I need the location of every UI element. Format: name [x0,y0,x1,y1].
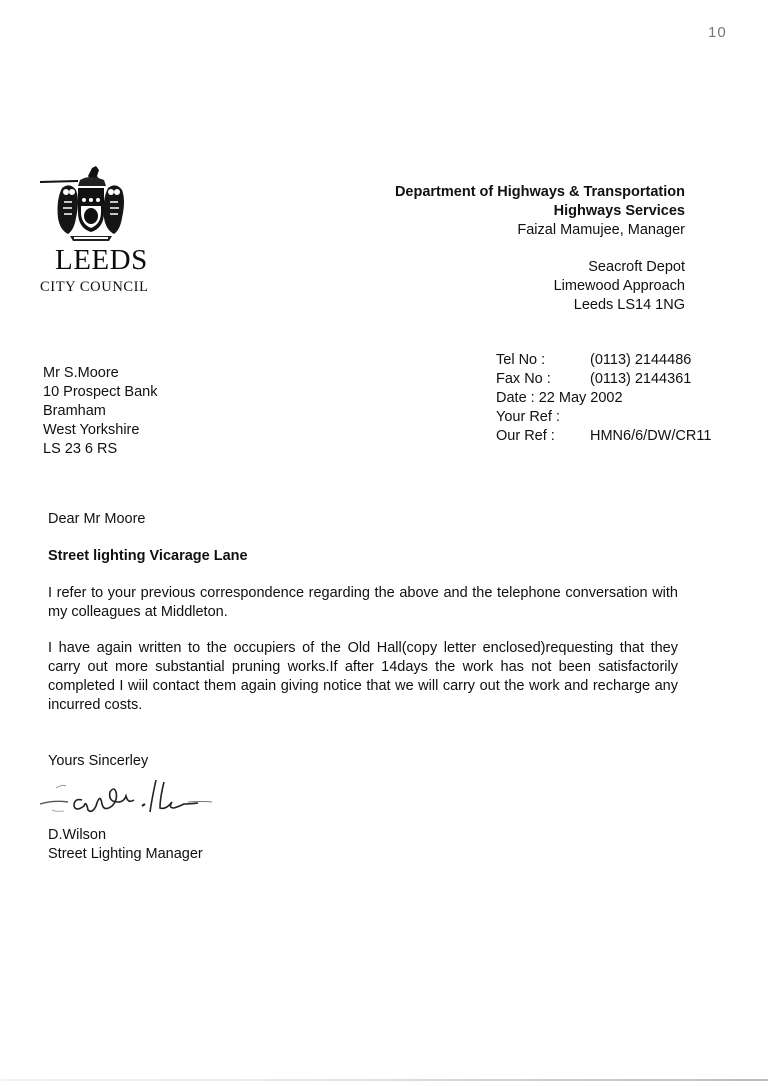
sender-address-line: Leeds LS14 1NG [573,297,685,313]
fax-value: (0113) 2144361 [590,371,692,387]
service-name: Highways Services [553,203,685,219]
signer-name: D.Wilson [48,827,107,843]
coat-of-arms-icon [40,166,136,248]
recipient-address [43,364,157,459]
sender-department-block [395,183,685,240]
tel-value: (0113) 2144486 [590,352,692,368]
sender-address [554,258,685,315]
manager-name: Faizal Mamujee, Manager [517,222,685,238]
sender-address-line: Limewood Approach [553,278,685,294]
date-row [496,389,711,408]
signer-title: Street Lighting Manager [48,846,203,862]
your-ref-label: Your Ref : [496,409,560,425]
our-ref-label: Our Ref : [496,428,555,444]
subject-line: Street lighting Vicarage Lane [48,548,248,564]
body-paragraph: I have again written to the occupiers of the Old Hall(copy letter enclosed)requesting that they carry out more substantial pruning works.If after 14days the work has not been satisfactorily completed I wiil contact them again giving notice that we will carry out the work and recharge any incurred costs. [48,640,678,713]
body-paragraph: I refer to your previous correspondence regarding the above and the telephone conversation with my colleagues at Middleton. [48,585,678,620]
our-ref-value: HMN6/6/DW/CR11 [590,428,712,444]
logo-subtitle: CITY COUNCIL [40,279,149,295]
recipient-line: LS 23 6 RS [43,441,118,457]
department-name: Department of Highways & Transportation [394,184,685,200]
sender-address-line: Seacroft Depot [588,259,685,275]
date-line: Date : 22 May 2002 [496,390,623,406]
our-ref-row [496,427,711,446]
fax-label: Fax No : [496,371,551,387]
tel-label: Tel No : [496,352,546,368]
handwritten-signature-icon [38,770,278,820]
page-number-mark: 10 [708,24,727,41]
recipient-line: Mr S.Moore [43,365,119,381]
recipient-line: Bramham [43,403,106,419]
recipient-line: West Yorkshire [43,422,140,438]
contact-details [496,351,711,446]
tel-row [496,351,711,370]
your-ref-row [496,408,711,427]
closing: Yours Sincerley [48,753,149,769]
scan-edge-divider [0,1079,768,1081]
salutation: Dear Mr Moore [48,511,146,527]
logo-wordmark: LEEDS [55,244,148,276]
recipient-line: 10 Prospect Bank [43,384,158,400]
signer-block [48,826,203,864]
fax-row [496,370,711,389]
